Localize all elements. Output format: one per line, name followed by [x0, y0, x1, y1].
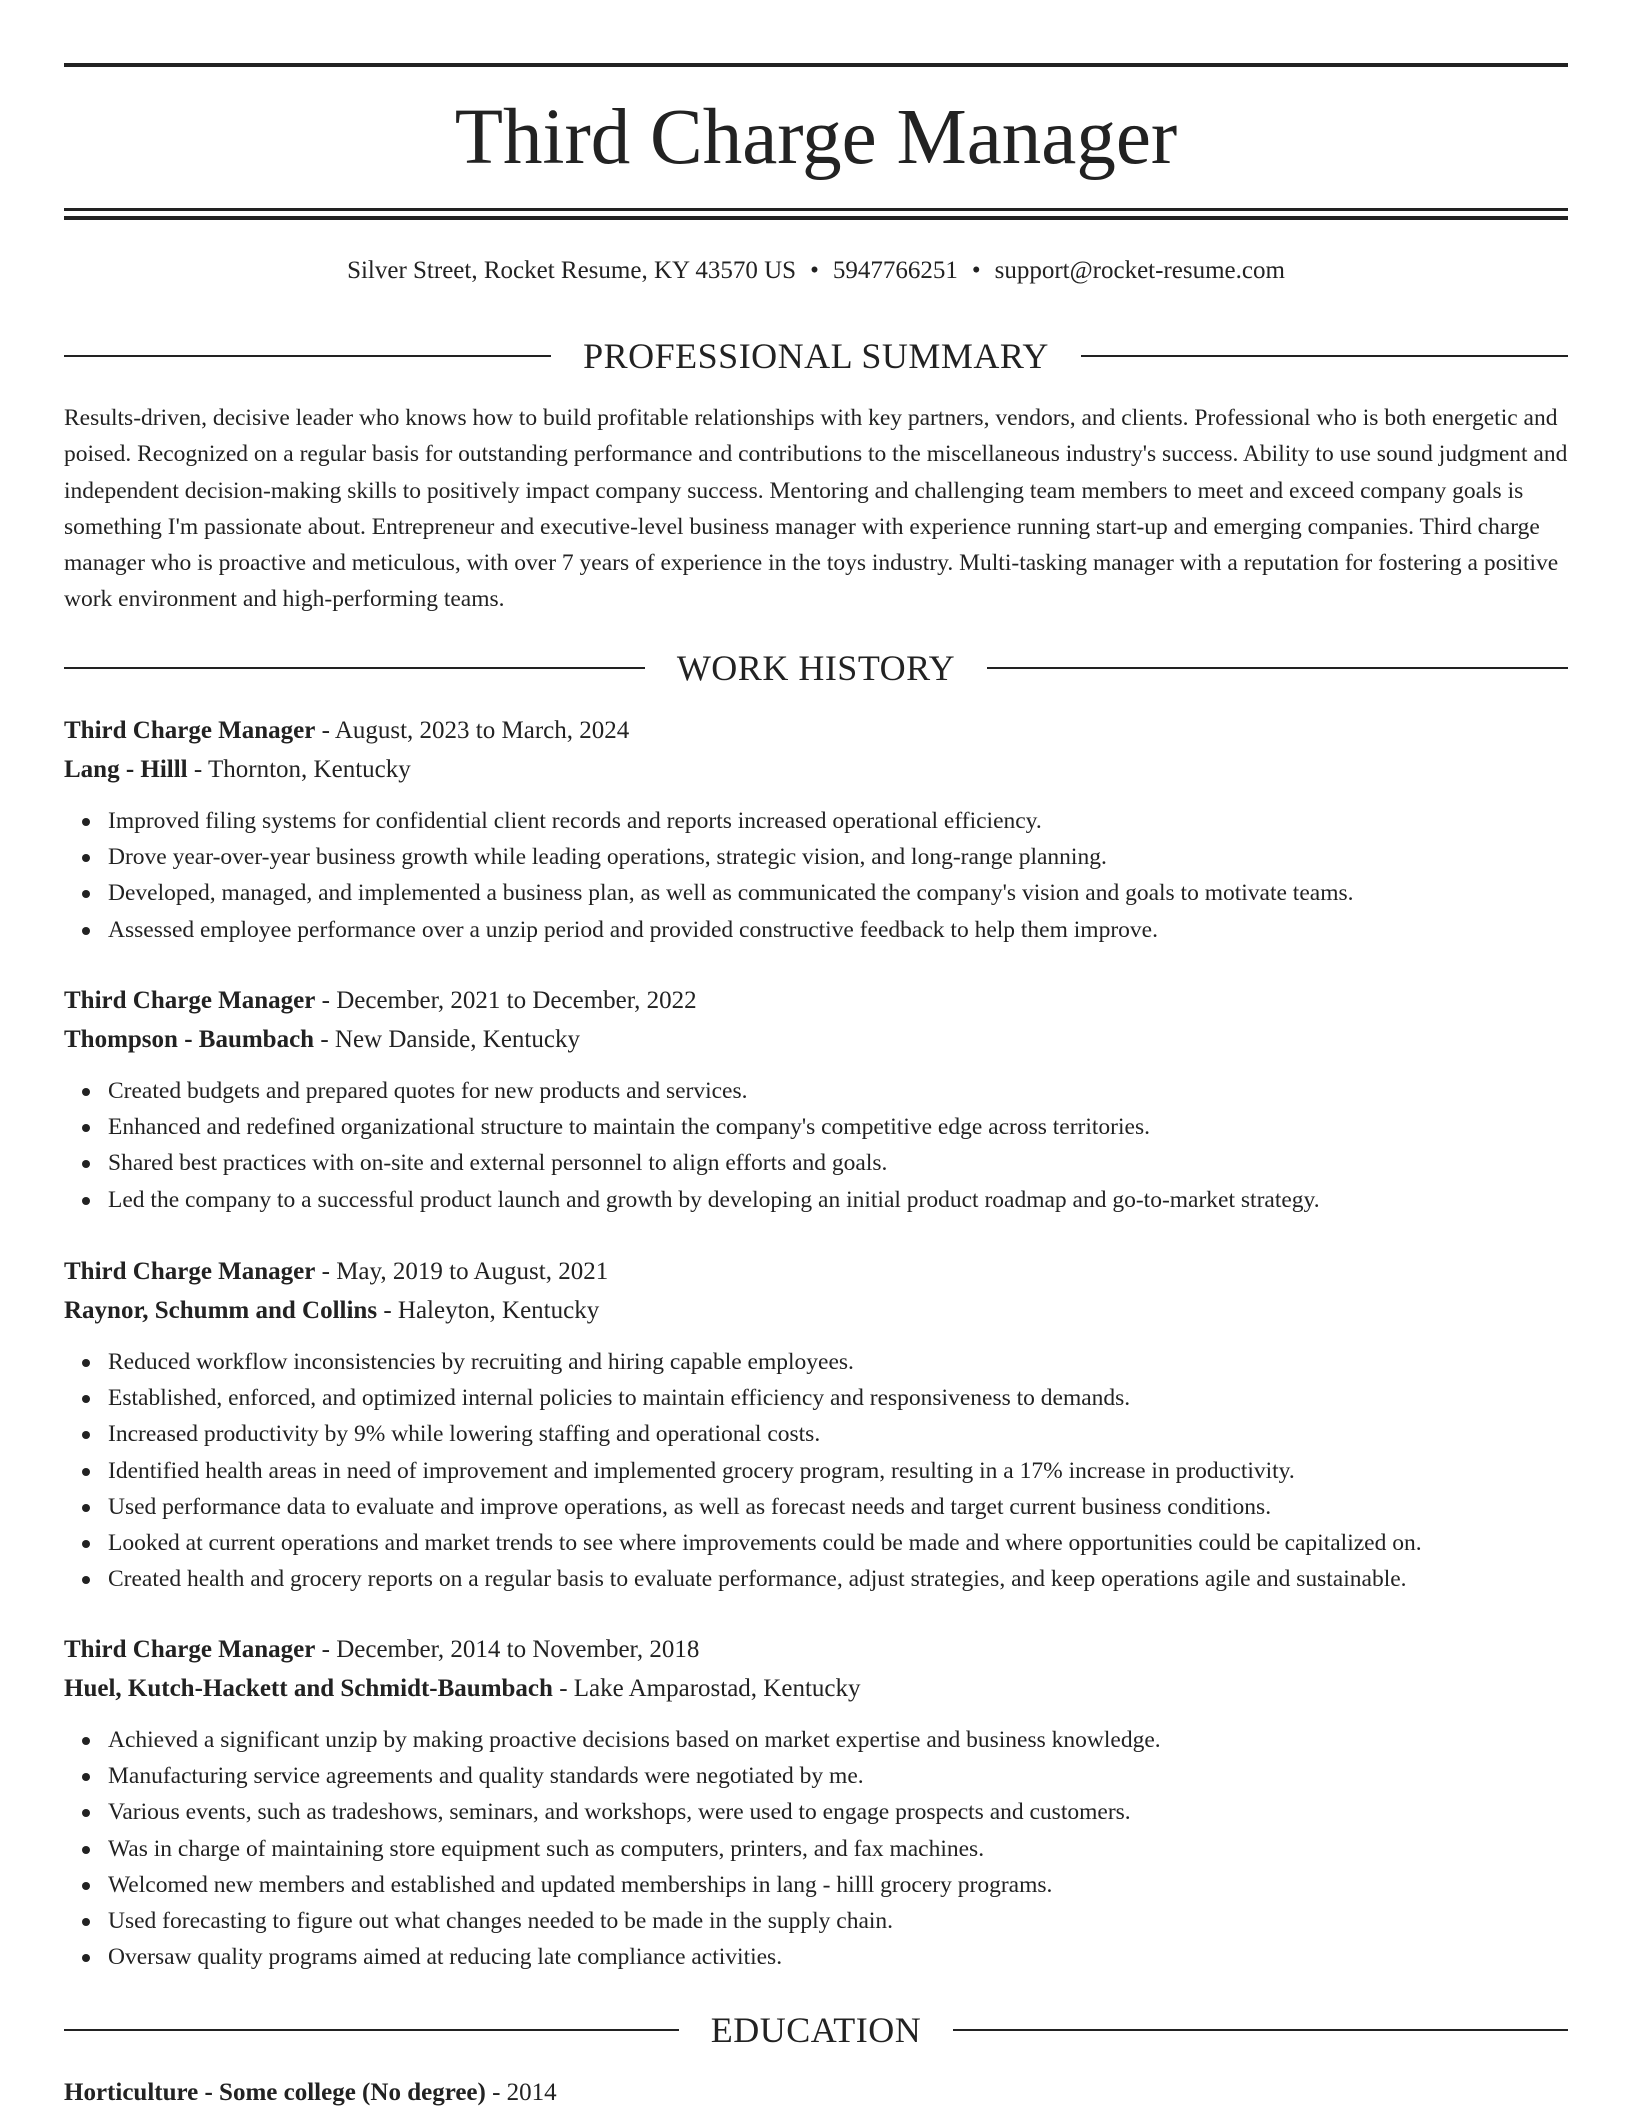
- list-item: Looked at current operations and market trends to see where improvements could be made and where opportunities could be capitalized on.: [108, 1525, 1568, 1561]
- heading-rule: [64, 2029, 679, 2031]
- education-entry: [64, 2074, 557, 2112]
- list-item: Drove year-over-year business growth while leading operations, strategic vision, and long-range planning.: [108, 839, 1568, 875]
- contact-line: [64, 254, 1568, 288]
- job-entry: [64, 982, 1568, 1218]
- heading-rule: [987, 667, 1568, 669]
- list-item: Reduced workflow inconsistencies by recruiting and hiring capable employees.: [108, 1344, 1568, 1380]
- candidate-name: Third Charge Manager: [454, 94, 1178, 181]
- job-bullets: [64, 1073, 1568, 1218]
- education-degree: Horticulture - Some college (No degree): [64, 2079, 486, 2106]
- list-item: Shared best practices with on-site and external personnel to align efforts and goals.: [108, 1145, 1568, 1181]
- heading-rule: [64, 355, 551, 357]
- list-item: Assessed employee performance over a unzip period and provided constructive feedback to help them improve.: [108, 912, 1568, 948]
- job-company-line: [64, 1670, 1568, 1708]
- job-company-line: [64, 1021, 1568, 1059]
- job-company-line: [64, 1292, 1568, 1330]
- list-item: Established, enforced, and optimized internal policies to maintain efficiency and responsiveness to demands.: [108, 1380, 1568, 1416]
- education-year: - 2014: [492, 2079, 557, 2106]
- list-item: Identified health areas in need of improvement and implemented grocery program, resulting in a 17% increase in productivity.: [108, 1453, 1568, 1489]
- list-item: Oversaw quality programs aimed at reducing late compliance activities.: [108, 1939, 1568, 1975]
- job-location: - New Danside, Kentucky: [320, 1026, 580, 1053]
- job-bullets: [64, 1344, 1568, 1597]
- header-rule-lower: [64, 216, 1568, 220]
- job-title: Third Charge Manager: [64, 987, 316, 1014]
- section-title: WORK HISTORY: [676, 648, 956, 688]
- list-item: Created health and grocery reports on a regular basis to evaluate performance, adjust strategies, and keep operations agile and sustainable.: [108, 1561, 1568, 1597]
- list-item: Led the company to a successful product launch and growth by developing an initial product roadmap and go-to-market strategy.: [108, 1182, 1568, 1218]
- job-location: - Thornton, Kentucky: [193, 756, 411, 783]
- section-title: PROFESSIONAL SUMMARY: [583, 336, 1049, 376]
- contact-separator: •: [810, 257, 819, 284]
- job-dates: - December, 2021 to December, 2022: [321, 987, 697, 1014]
- job-title-line: [64, 1631, 1568, 1669]
- list-item: Various events, such as tradeshows, seminars, and workshops, were used to engage prospects and customers.: [108, 1794, 1568, 1830]
- job-company: Thompson - Baumbach: [64, 1026, 315, 1053]
- list-item: Increased productivity by 9% while lowering staffing and operational costs.: [108, 1416, 1568, 1452]
- job-title-line: [64, 982, 1568, 1020]
- job-company-line: [64, 751, 1568, 789]
- list-item: Developed, managed, and implemented a business plan, as well as communicated the company's vision and goals to motivate teams.: [108, 875, 1568, 911]
- job-title: Third Charge Manager: [64, 717, 316, 744]
- top-rule: [64, 63, 1568, 67]
- job-title-line: [64, 1253, 1568, 1291]
- list-item: Used performance data to evaluate and improve operations, as well as forecast needs and target current business conditions.: [108, 1489, 1568, 1525]
- contact-email: support@rocket-resume.com: [994, 257, 1285, 284]
- list-item: Manufacturing service agreements and quality standards were negotiated by me.: [108, 1758, 1568, 1794]
- list-item: Was in charge of maintaining store equipment such as computers, printers, and fax machines.: [108, 1831, 1568, 1867]
- contact-separator: •: [971, 257, 981, 284]
- list-item: Welcomed new members and established and updated memberships in lang - hilll grocery programs.: [108, 1867, 1568, 1903]
- job-dates: - August, 2023 to March, 2024: [321, 717, 630, 744]
- job-dates: - May, 2019 to August, 2021: [321, 1258, 609, 1285]
- job-bullets: [64, 1722, 1568, 1975]
- list-item: Used forecasting to figure out what changes needed to be made in the supply chain.: [108, 1903, 1568, 1939]
- job-company: Huel, Kutch-Hackett and Schmidt-Baumbach: [64, 1675, 553, 1702]
- job-bullets: [64, 803, 1568, 948]
- job-dates: - December, 2014 to November, 2018: [321, 1636, 700, 1663]
- list-item: Achieved a significant unzip by making proactive decisions based on market expertise and business knowledge.: [108, 1722, 1568, 1758]
- job-location: - Lake Amparostad, Kentucky: [559, 1675, 861, 1702]
- section-title: EDUCATION: [710, 2010, 922, 2050]
- contact-address: Silver Street, Rocket Resume, KY 43570 US: [347, 257, 797, 284]
- job-location: - Haleyton, Kentucky: [383, 1297, 600, 1324]
- heading-rule: [1081, 355, 1568, 357]
- section-heading-summary: [64, 334, 1568, 378]
- job-title: Third Charge Manager: [64, 1636, 316, 1663]
- job-entry: [64, 1253, 1568, 1597]
- contact-phone: 5947766251: [832, 257, 958, 284]
- heading-rule: [953, 2029, 1568, 2031]
- section-heading-education: [64, 2008, 1568, 2052]
- job-title-line: [64, 712, 1568, 750]
- summary-text: Results-driven, decisive leader who knows how to build profitable relationships with key partners, vendors, and clients. Professional who is both energetic and poised. Recognized on a regular basis for outstanding performance and contributions to the miscellaneous industry's success. Ability to use sound judgment and independent decision-making skills to positively impact company success. Mentoring and challenging team members to meet and exceed company goals is something I'm passionate about. Entrepreneur and executive-level business manager with experience running start-up and emerging companies. Third charge manager who is proactive and meticulous, with over 7 years of experience in the toys industry. Multi-tasking manager with a reputation for fostering a positive work environment and high-performing teams.: [64, 405, 1568, 613]
- job-company: Raynor, Schumm and Collins: [64, 1297, 378, 1324]
- job-entry: [64, 1631, 1568, 1975]
- list-item: Improved filing systems for confidential client records and reports increased operational efficiency.: [108, 803, 1568, 839]
- list-item: Enhanced and redefined organizational structure to maintain the company's competitive edge across territories.: [108, 1109, 1568, 1145]
- heading-rule: [64, 667, 645, 669]
- list-item: Created budgets and prepared quotes for new products and services.: [108, 1073, 1568, 1109]
- job-company: Lang - Hilll: [64, 756, 188, 783]
- header-rule-upper: [64, 208, 1568, 211]
- job-title: Third Charge Manager: [64, 1258, 316, 1285]
- section-heading-work: [64, 646, 1568, 690]
- job-entry: [64, 712, 1568, 948]
